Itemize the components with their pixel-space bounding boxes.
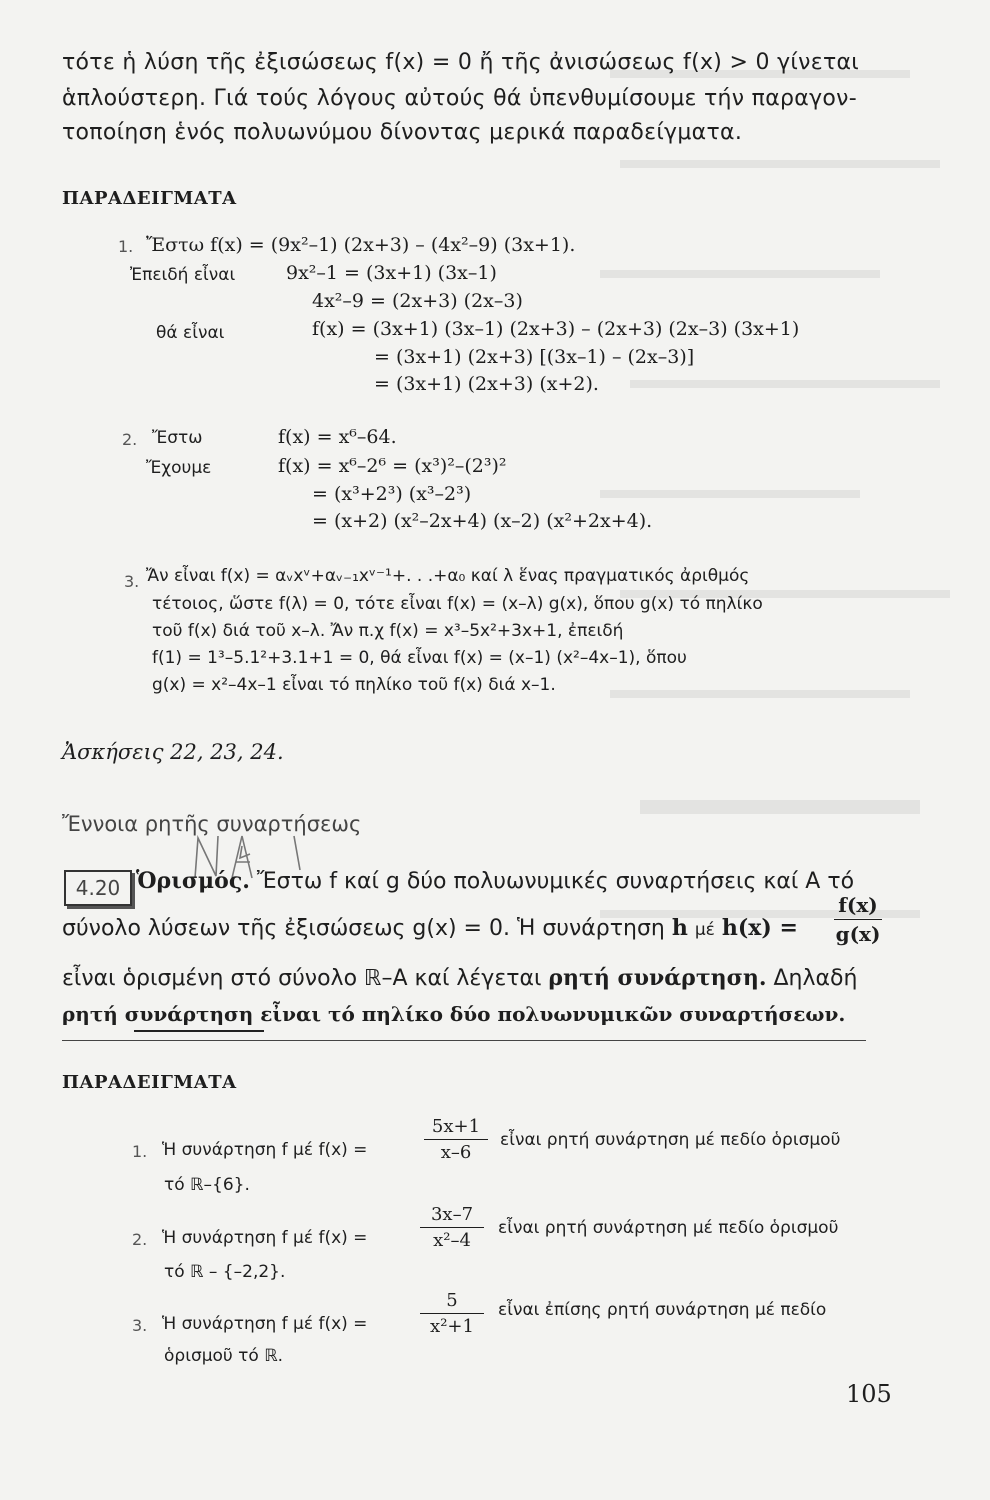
example-2-eq-4: = (x+2) (x²–2x+4) (x–2) (x²+2x+4). [312, 510, 653, 532]
definition-line-1 [136, 868, 854, 894]
example-1-line-1: Ἔστω f(x) = (9x²–1) (2x+3) – (4x²–9) (3x+1). [146, 234, 576, 256]
rational-example-1-numerator: 5x+1 [431, 1116, 481, 1137]
rational-example-1-bar [424, 1139, 488, 1140]
definition-rational-function: ρητή συνάρτηση. [548, 965, 767, 991]
rational-example-2-denominator: x²–4 [433, 1230, 471, 1251]
example-2-label-have: Ἔχουμε [146, 458, 212, 478]
example-3-line-3: τοῦ f(x) διά τοῦ x–λ. Ἄν π.χ f(x) = x³–5x²+3x+1, ἐπειδή [152, 621, 624, 641]
definition-line-3 [62, 965, 857, 991]
rational-example-2-post: εἶναι ρητή συνάρτηση μέ πεδίο ὁρισμοῦ [498, 1218, 839, 1238]
rational-example-2-fraction [420, 1204, 484, 1251]
example-1-label-will-be: θά εἶναι [156, 323, 225, 343]
rational-example-3-fraction [420, 1290, 484, 1337]
example-3-number: 3. [124, 572, 140, 591]
example-2-eq-2: f(x) = x⁶–2⁶ = (x³)²–(2³)² [278, 455, 507, 477]
definition-h: h [671, 915, 688, 941]
example-1-number: 1. [118, 237, 134, 256]
definition-line-3a: εἶναι ὁρισμένη στό σύνολο ℝ–A καί λέγεται [62, 966, 542, 991]
examples-heading-2: ΠΑΡΑΔΕΙΓΜΑΤΑ [62, 1072, 237, 1093]
rational-example-1-fraction [424, 1116, 488, 1163]
rational-example-2-domain: τό ℝ – {–2,2}. [164, 1262, 286, 1282]
exercises-reference: Ἀσκήσεις 22, 23, 24. [62, 740, 284, 764]
definition-line-2-text: σύνολο λύσεων τῆς ἐξισώσεως g(x) = 0. Ἡ συνάρτηση [62, 916, 665, 941]
example-2-eq-1: f(x) = x⁶–64. [278, 426, 397, 448]
rational-example-2-pre: Ἡ συνάρτηση f μέ f(x) = [162, 1228, 368, 1248]
intro-line-2: ἁπλούστερη. Γιά τούς λόγους αὐτούς θά ὑπενθυμίσουμε τήν παραγον- [62, 86, 857, 111]
definition-fraction [834, 893, 882, 946]
example-1-label-since: Ἐπειδή εἶναι [130, 265, 236, 285]
example-1-eq-4: f(x) = (3x+1) (3x–1) (2x+3) – (2x+3) (2x–3) (3x+1) [312, 318, 800, 340]
rational-example-3-numerator: 5 [446, 1290, 458, 1311]
rational-example-2-bar [420, 1227, 484, 1228]
definition-fraction-numerator: f(x) [838, 893, 878, 917]
definition-number-box: 4.20 [64, 870, 132, 906]
rational-example-3-post: εἶναι ἐπίσης ρητή συνάρτηση μέ πεδίο [498, 1300, 827, 1320]
intro-line-1: τότε ἡ λύση τῆς ἐξισώσεως f(x) = 0 ἤ τῆς ἀνισώσεως f(x) > 0 γίνεται [62, 50, 860, 75]
rational-example-3-domain: ὁρισμοῦ τό ℝ. [164, 1346, 284, 1366]
section-rule [62, 1040, 866, 1041]
intro-line-3: τοποίηση ἑνός πολυωνύμου δίνοντας μερικά παραδείγματα. [62, 120, 743, 145]
rational-example-1-post: εἶναι ρητή συνάρτηση μέ πεδίο ὁρισμοῦ [500, 1130, 841, 1150]
definition-hx: h(x) = [721, 915, 798, 941]
definition-line-1-rest: Ἔστω f καί g δύο πολυωνυμικές συναρτήσεις καί A τό [256, 869, 855, 894]
examples-heading-1: ΠΑΡΑΔΕΙΓΜΑΤΑ [62, 188, 237, 209]
example-3-line-5: g(x) = x²–4x–1 εἶναι τό πηλίκο τοῦ f(x) διά x–1. [152, 675, 556, 695]
section-title: Ἔννοια ρητῆς συναρτήσεως [62, 812, 362, 836]
example-1-eq-3: 4x²–9 = (2x+3) (2x–3) [312, 290, 523, 312]
definition-fraction-bar [834, 919, 882, 920]
definition-term: Ὁρισμός. [136, 868, 250, 894]
example-3-line-2: τέτοιος, ὥστε f(λ) = 0, τότε εἶναι f(x) = (x–λ) g(x), ὅπου g(x) τό πηλίκο [152, 594, 763, 614]
definition-line-2 [62, 915, 798, 941]
example-2-eq-3: = (x³+2³) (x³–2³) [312, 483, 472, 505]
rational-example-3-pre: Ἡ συνάρτηση f μέ f(x) = [162, 1314, 368, 1334]
example-1-eq-6: = (3x+1) (2x+3) (x+2). [374, 373, 599, 395]
definition-me: μέ [694, 920, 715, 940]
example-1-eq-2: 9x²–1 = (3x+1) (3x–1) [286, 262, 497, 284]
rational-example-3-denominator: x²+1 [430, 1316, 474, 1337]
rational-example-1-number: 1. [132, 1142, 148, 1161]
rational-example-1-denominator: x–6 [440, 1142, 472, 1163]
definition-line-3c: Δηλαδή [773, 966, 858, 991]
example-3-line-4: f(1) = 1³–5.1²+3.1+1 = 0, θά εἶναι f(x) = (x–1) (x²–4x–1), ὅπου [152, 648, 687, 668]
example-2-label-let: Ἔστω [152, 428, 203, 448]
rational-example-1-pre: Ἡ συνάρτηση f μέ f(x) = [162, 1140, 368, 1160]
example-2-number: 2. [122, 430, 138, 449]
handwritten-underline [134, 1030, 264, 1032]
rational-example-3-bar [420, 1313, 484, 1314]
rational-example-1-domain: τό ℝ–{6}. [164, 1175, 250, 1195]
definition-fraction-denominator: g(x) [835, 922, 881, 946]
page-number: 105 [846, 1380, 892, 1408]
example-1-eq-5: = (3x+1) (2x+3) [(3x–1) – (2x–3)] [374, 346, 695, 368]
definition-line-4: ρητή συνάρτηση εἶναι τό πηλίκο δύο πολυωνυμικῶν συναρτήσεων. [62, 1002, 846, 1026]
rational-example-2-numerator: 3x–7 [430, 1204, 474, 1225]
rational-example-2-number: 2. [132, 1230, 148, 1249]
rational-example-3-number: 3. [132, 1316, 148, 1335]
example-3-line-1: Ἄν εἶναι f(x) = αᵥxᵛ+αᵥ₋₁xᵛ⁻¹+. . .+α₀ καί λ ἕνας πραγματικός ἀριθμός [146, 566, 750, 586]
